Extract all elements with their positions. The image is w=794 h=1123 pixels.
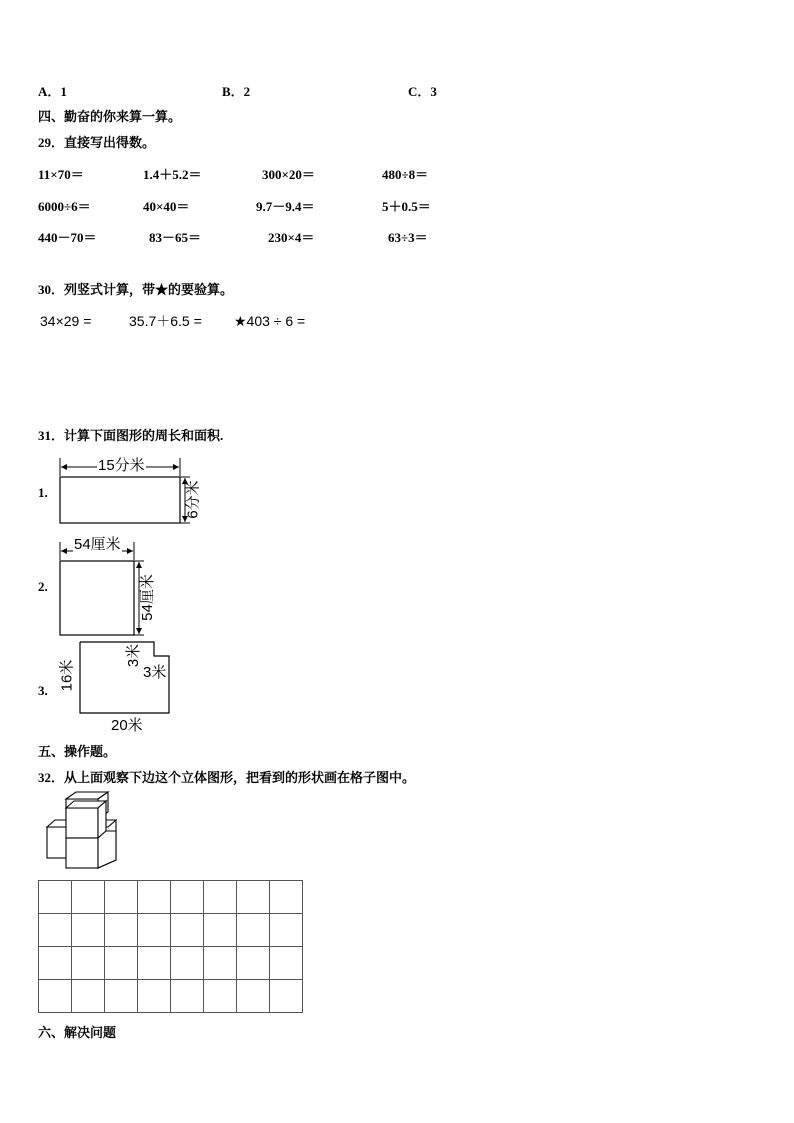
question-31-title: 31．计算下面图形的周长和面积. [38, 428, 224, 443]
q29-item: 63÷3＝ [388, 230, 428, 245]
figure-3-left-label: 16米 [58, 659, 76, 692]
q29-item: 40×40＝ [143, 199, 190, 214]
section-5-title: 五、操作题。 [38, 744, 117, 759]
question-30-title: 30．列竖式计算，带★的要验算。 [38, 282, 234, 297]
q29-item: 11×70＝ [38, 167, 84, 182]
question-32-title: 32．从上面观察下边这个立体图形，把看到的形状画在格子图中。 [38, 770, 416, 785]
q29-item: 300×20＝ [262, 167, 315, 182]
option-c: C．3 [408, 84, 437, 99]
figure-1-number: 1. [38, 485, 48, 500]
section-6-title: 六、解决问题 [38, 1025, 117, 1040]
option-b: B．2 [222, 84, 251, 99]
figure-2-number: 2. [38, 579, 48, 594]
figure-2-height-label: 54厘米 [138, 574, 156, 621]
q29-item: 9.7－9.4＝ [256, 199, 315, 214]
q30-item: ★403 ÷ 6 = [234, 313, 306, 329]
q30-item: 34×29 = [40, 313, 92, 329]
figure-3-notch-vertical-label: 3米 [125, 643, 143, 668]
q29-item: 440－70＝ [38, 230, 97, 245]
answer-grid[interactable] [38, 880, 303, 1013]
q29-item: 6000÷6＝ [38, 199, 91, 214]
figure-1-width-label: 15分米 [98, 457, 145, 474]
q29-item: 83－65＝ [149, 230, 202, 245]
figure-3-number: 3. [38, 683, 48, 698]
figure-3-notch-horizontal-label: 3米 [143, 664, 167, 681]
q30-item: 35.7＋6.5 = [129, 313, 202, 329]
q29-item: 480÷8＝ [382, 167, 429, 182]
section-4-title: 四、勤奋的你来算一算。 [38, 109, 182, 124]
q29-item: 5＋0.5＝ [382, 199, 431, 214]
figure-3-bottom-label: 20米 [111, 717, 143, 734]
figure-2-width-label: 54厘米 [74, 536, 121, 553]
q29-item: 230×4＝ [268, 230, 315, 245]
question-29-title: 29．直接写出得数。 [38, 135, 156, 150]
q29-item: 1.4＋5.2＝ [143, 167, 202, 182]
figure-1-height-label: 6分米 [184, 480, 202, 519]
option-a: A．1 [38, 84, 67, 99]
